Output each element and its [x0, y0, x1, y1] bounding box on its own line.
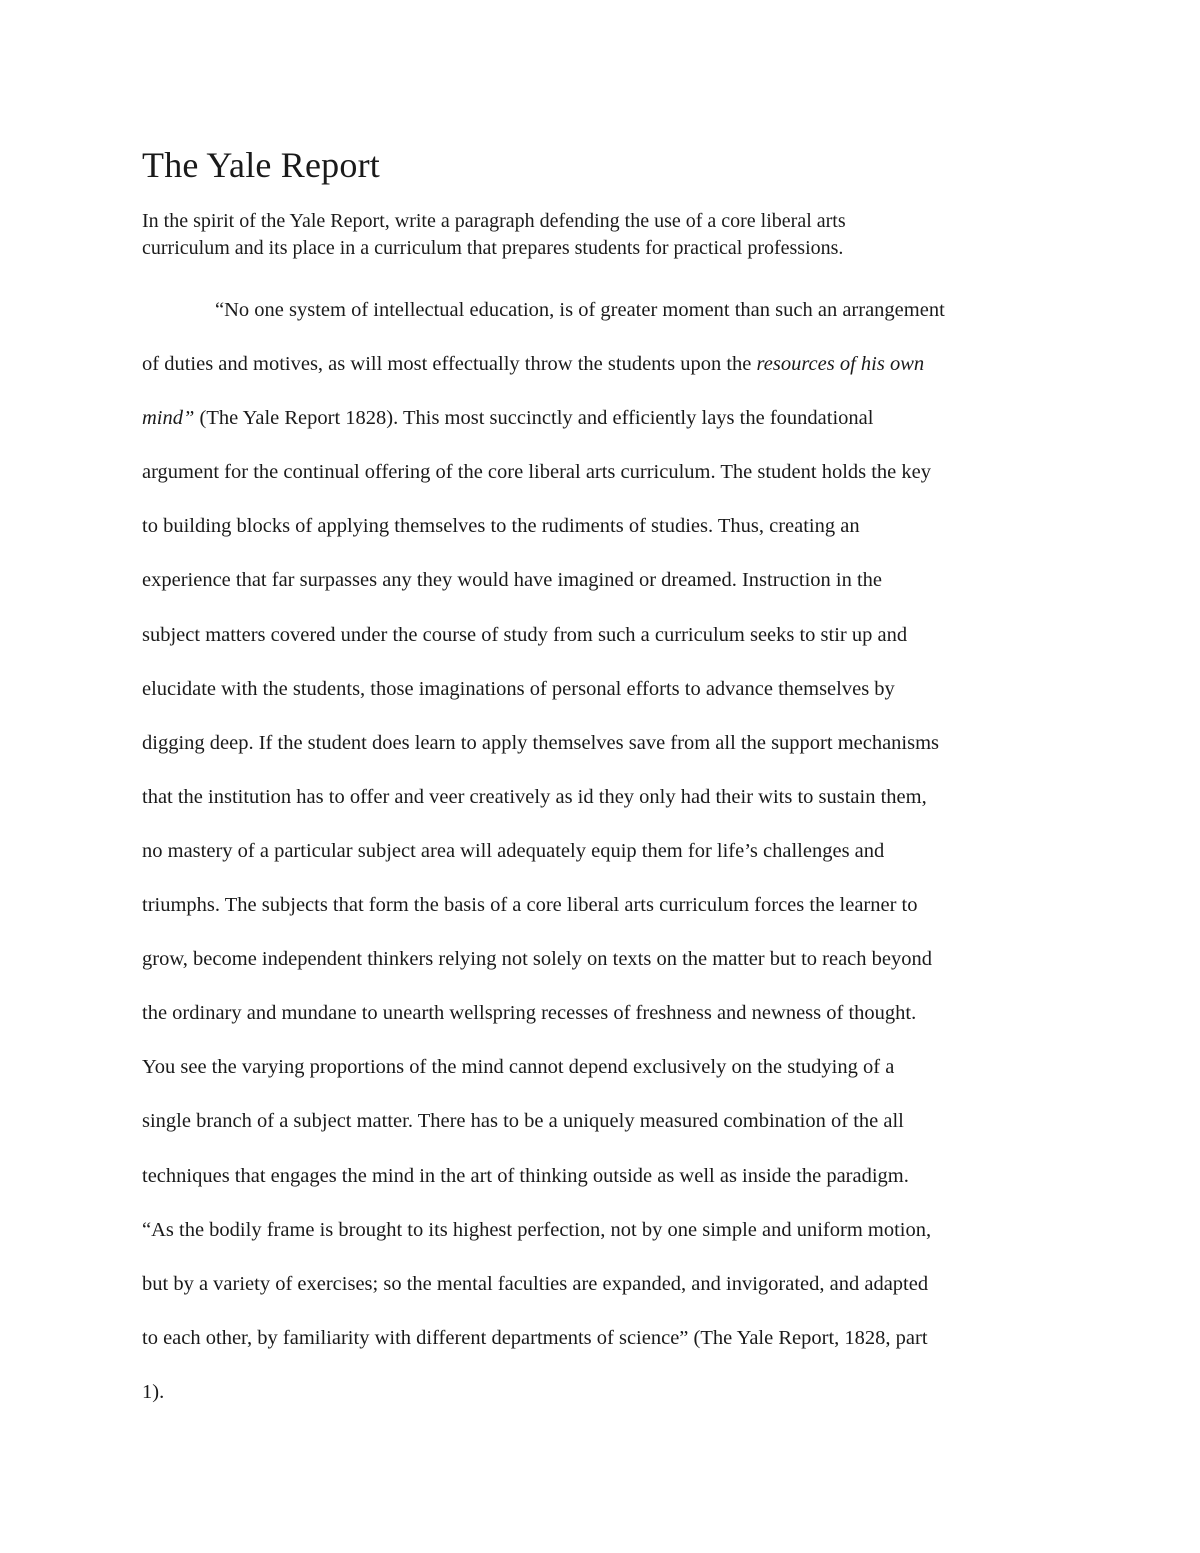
essay-line: 1). [142, 1380, 165, 1403]
essay-line: triumphs. The subjects that form the basis of a core liberal arts curriculum forces the learner to [142, 894, 918, 917]
prompt-line: In the spirit of the Yale Report, write a paragraph defending the use of a core liberal arts [142, 210, 846, 232]
essay-line: subject matters covered under the course of study from such a curriculum seeks to stir up and [142, 623, 908, 646]
essay-line: “No one system of intellectual education, is of greater moment than such an arrangement [215, 299, 945, 321]
essay-line: “As the bodily frame is brought to its highest perfection, not by one simple and uniform motion, [142, 1218, 932, 1241]
essay-line: no mastery of a particular subject area will adequately equip them for life’s challenges and [142, 839, 885, 862]
essay-line: to building blocks of applying themselves to the rudiments of studies. Thus, creating an [142, 515, 860, 538]
essay-line: You see the varying proportions of the mind cannot depend exclusively on the studying of a [142, 1056, 895, 1079]
essay-line: single branch of a subject matter. There has to be a uniquely measured combination of the all [142, 1110, 904, 1133]
essay-line: digging deep. If the student does learn to apply themselves save from all the support mechanisms [142, 731, 940, 754]
essay-text: (The Yale Report 1828). This most succinctly and efficiently lays the foundational [194, 407, 874, 430]
essay-line [142, 337, 1072, 391]
assignment-prompt [142, 208, 1042, 262]
essay-line: grow, become independent thinkers relying not solely on texts on the matter but to reach beyond [142, 948, 932, 971]
essay-line: that the institution has to offer and veer creatively as id they only had their wits to sustain them, [142, 785, 927, 808]
essay-line: but by a variety of exercises; so the mental faculties are expanded, and invigorated, and adapted [142, 1272, 929, 1295]
essay-line: argument for the continual offering of the core liberal arts curriculum. The student holds the key [142, 461, 932, 484]
essay-italic-text: mind” [142, 407, 195, 430]
essay-paragraph [142, 283, 1072, 1419]
document-title: The Yale Report [142, 145, 380, 185]
essay-line: the ordinary and mundane to unearth wellspring recesses of freshness and newness of thought. [142, 1002, 917, 1025]
essay-italic-text: resources of his own [756, 353, 925, 376]
prompt-line: curriculum and its place in a curriculum that prepares students for practical professions. [142, 237, 844, 259]
essay-line: techniques that engages the mind in the art of thinking outside as well as inside the paradigm. [142, 1164, 909, 1187]
essay-line [142, 391, 1072, 445]
essay-line: elucidate with the students, those imaginations of personal efforts to advance themselves by [142, 677, 895, 700]
essay-line: to each other, by familiarity with different departments of science” (The Yale Report, 1828, part [142, 1326, 928, 1349]
essay-text: of duties and motives, as will most effectually throw the students upon the [142, 353, 757, 376]
essay-line: experience that far surpasses any they would have imagined or dreamed. Instruction in the [142, 569, 883, 592]
